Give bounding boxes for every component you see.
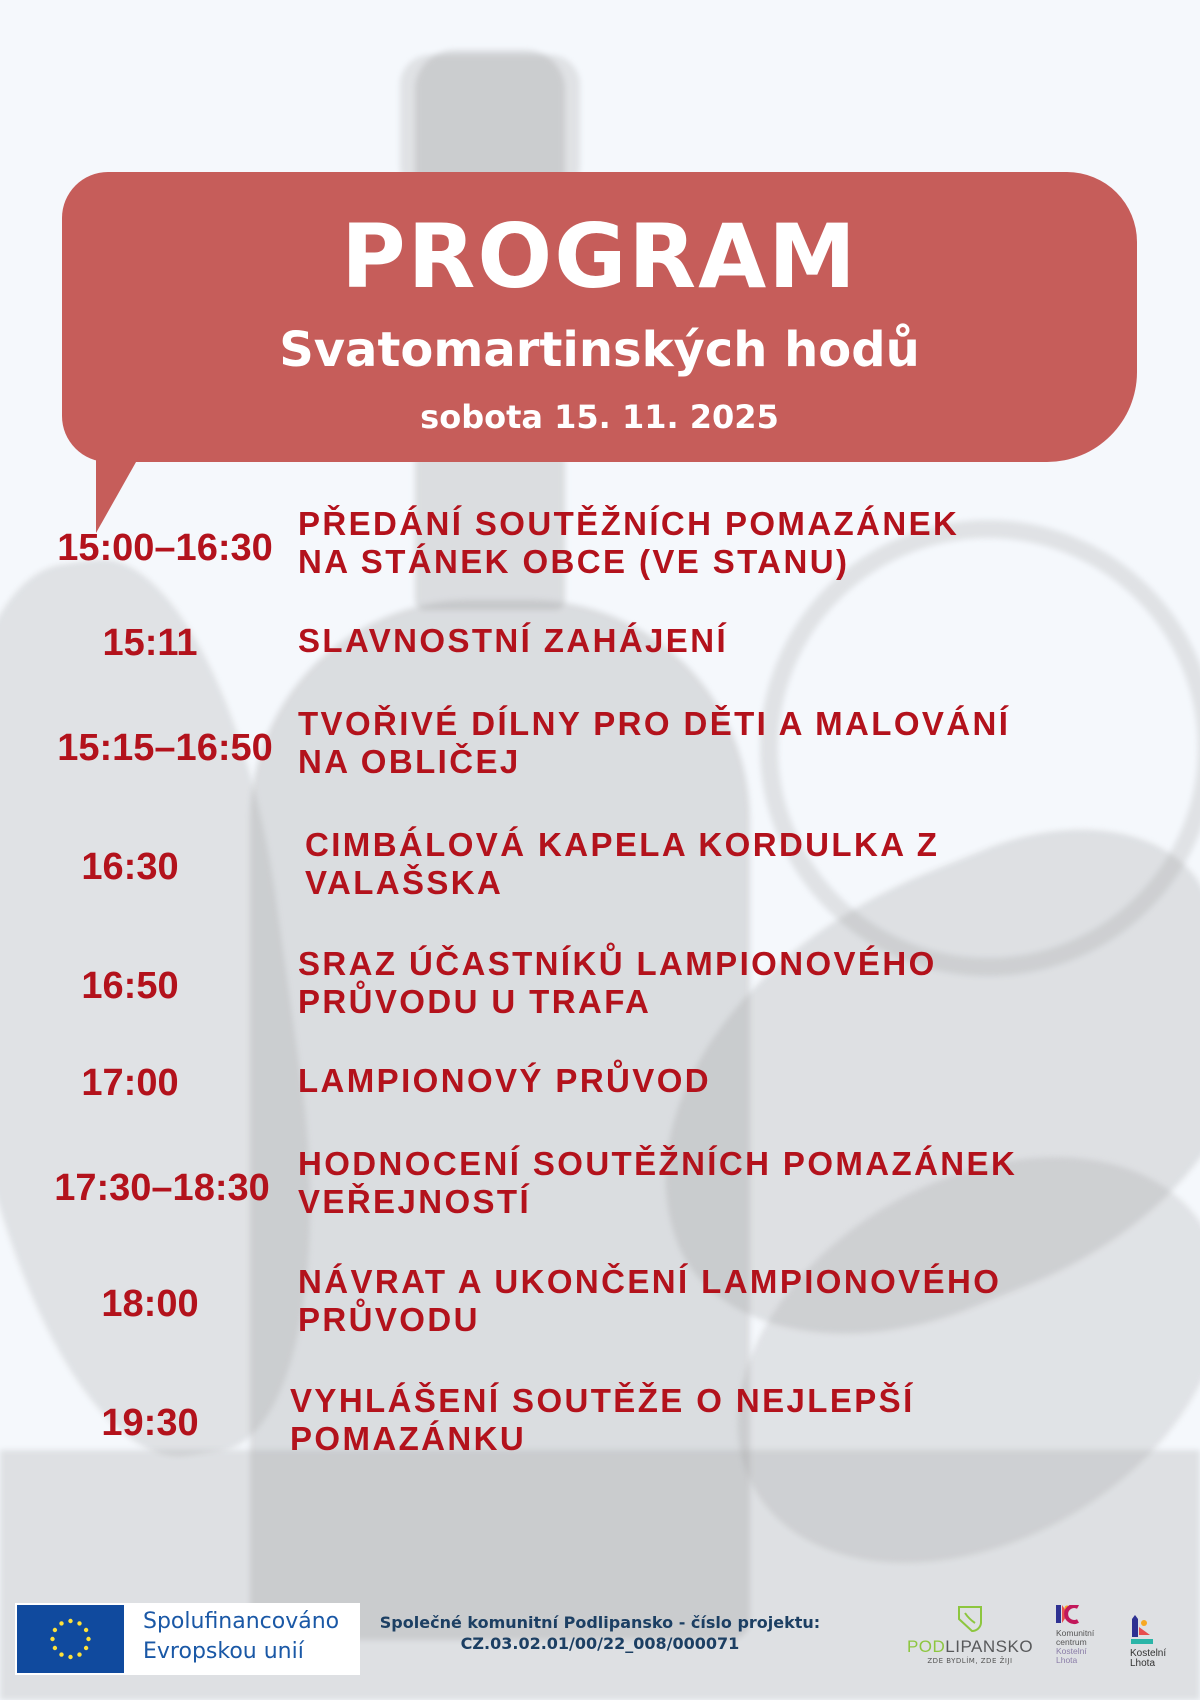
schedule-description: TVOŘIVÉ DÍLNY PRO DĚTI A MALOVÁNÍ NA OBLIČEJ: [298, 705, 1011, 780]
event-date: sobota 15. 11. 2025: [420, 398, 779, 436]
eu-text-line1: Spolufinancováno: [143, 1609, 340, 1634]
schedule-time: 15:00–16:30: [57, 527, 273, 569]
schedule-description: VYHLÁŠENÍ SOUTĚŽE O NEJLEPŠÍ POMAZÁNKU: [290, 1382, 915, 1457]
schedule-description: CIMBÁLOVÁ KAPELA KORDULKA Z VALAŠSKA: [305, 826, 940, 901]
schedule-time: 15:15–16:50: [57, 727, 273, 769]
eu-flag-icon: [17, 1605, 124, 1673]
kc-logo-icon: [1056, 1605, 1080, 1625]
project-info: [365, 1612, 835, 1654]
schedule-time: 15:11: [102, 622, 198, 664]
podlipansko-tagline: ZDE BYDLÍM, ZDE ŽIJI: [927, 1657, 1013, 1665]
schedule-time: 19:30: [101, 1402, 199, 1444]
kc-text-line4: Lhota: [1056, 1655, 1078, 1665]
kl-text-line1: Kostelní: [1130, 1648, 1167, 1659]
schedule-time: 17:00: [81, 1062, 179, 1104]
linden-leaf-icon: [955, 1605, 985, 1633]
podlipansko-name-dark: LIPANSKO: [945, 1637, 1034, 1656]
kostelni-lhota-logo: [1130, 1615, 1190, 1669]
speech-bubble-tail: [96, 455, 140, 533]
schedule-time: 18:00: [101, 1283, 199, 1325]
project-name: Společné komunitní Podlipansko - číslo projektu:: [379, 1613, 821, 1632]
schedule-description: LAMPIONOVÝ PRŮVOD: [298, 1062, 712, 1099]
podlipansko-logo: [905, 1605, 1035, 1665]
schedule-description: PŘEDÁNÍ SOUTĚŽNÍCH POMAZÁNEK NA STÁNEK OBCE (VE STANU): [298, 505, 960, 580]
page-title: PROGRAM: [341, 205, 858, 308]
schedule-time: 16:30: [81, 846, 179, 888]
schedule-time: 16:50: [81, 965, 179, 1007]
project-number: CZ.03.02.01/00/22_008/000071: [460, 1634, 740, 1653]
komunitni-centrum-logo: [1056, 1605, 1116, 1665]
eu-text-line2: Evropskou unií: [143, 1639, 304, 1664]
podlipansko-name-green: POD: [906, 1637, 946, 1656]
schedule-description: SRAZ ÚČASTNÍKŮ LAMPIONOVÉHO PRŮVODU U TRAFA: [298, 945, 937, 1020]
kostelni-lhota-logo-icon: [1130, 1615, 1154, 1645]
schedule-description: HODNOCENÍ SOUTĚŽNÍCH POMAZÁNEK VEŘEJNOSTÍ: [298, 1145, 1018, 1220]
kc-text-line2: centrum: [1056, 1637, 1087, 1647]
schedule-description: SLAVNOSTNÍ ZAHÁJENÍ: [298, 622, 729, 659]
kl-text-line2: Lhota: [1130, 1658, 1156, 1669]
kc-text-line3: Kostelní: [1056, 1646, 1087, 1656]
schedule-time: 17:30–18:30: [54, 1167, 270, 1209]
page-subtitle: Svatomartinských hodů: [279, 322, 920, 378]
eu-cofinanced-logo: [15, 1603, 360, 1675]
schedule-description: NÁVRAT A UKONČENÍ LAMPIONOVÉHO PRŮVODU: [298, 1263, 1002, 1338]
kc-text-line1: Komunitní: [1056, 1628, 1095, 1638]
